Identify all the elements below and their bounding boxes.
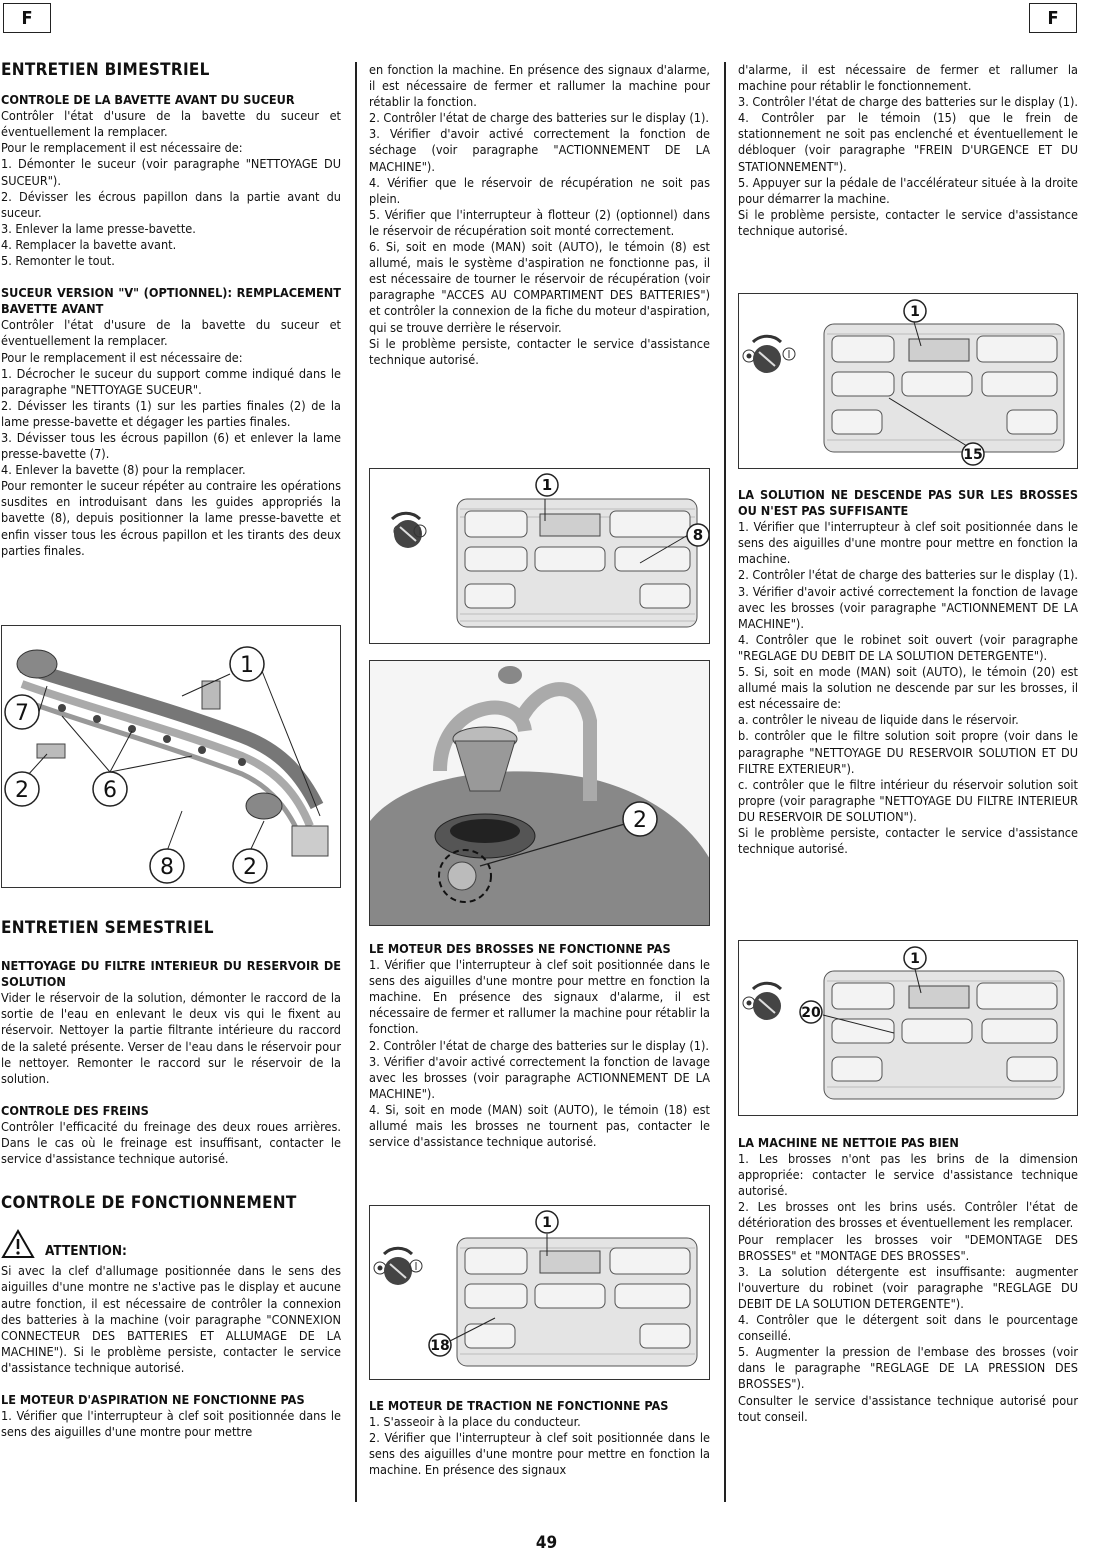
paragraph: Pour remplacer les brosses voir "DEMONTAGE DES BROSSES" et "MONTAGE DES BROSSES". [738, 1231, 1078, 1263]
paragraph: Vider le réservoir de la solution, démonter le raccord de la sortie de l'eau en enlevant le deux vis qui le fixent au réservoir. Nettoyer la partie filtrante intérieure du raccord de la saleté présente. Verser de l'eau dans le réservoir pour le nettoyer. Remonter le raccord sur le réservoir de la solution. [1, 990, 341, 1086]
paragraph: Pour remonter le suceur répéter au contraire les opérations susdites en introduisant dans les guides appropriés la bavette (8), depuis positionner la lame presse-bavette et enfin visser tous les écrous papillon et les tirants des deux parties finales. [1, 478, 341, 558]
callout-label: 8 [692, 526, 704, 544]
squeegee-figure [1, 625, 341, 888]
paragraph: Si le problème persiste, contacter le service d'assistance technique autorisé. [738, 206, 1078, 238]
section-heading: ENTRETIEN BIMESTRIEL [1, 60, 210, 80]
column-3 [738, 62, 1078, 239]
key-switch-icon [743, 336, 795, 373]
column-1-lower [1, 920, 341, 1440]
paragraph: Consulter le service d'assistance technique autorisé pour tout conseil. [738, 1392, 1078, 1424]
attention-label: ATTENTION: [45, 1243, 127, 1260]
column-1 [1, 62, 341, 559]
paragraph: Contrôler l'état d'usure de la bavette du suceur et éventuellement la remplacer. [1, 108, 341, 140]
column-3-middle [738, 487, 1078, 857]
column-2 [369, 62, 710, 368]
list-item: 3. La solution détergente est insuffisante: augmenter l'ouverture du robinet (voir paragraphe "REGLAGE DU DEBIT DE LA SOLUTION DETERGENTE"). [738, 1263, 1078, 1311]
subsection-title: NETTOYAGE DU FILTRE INTERIEUR DU RESERVOIR DE SOLUTION [1, 958, 341, 990]
list-item: 1. Vérifier que l'interrupteur à clef soit positionnée dans le sens des aiguilles d'une montre pour mettre en fonction la machine. [738, 519, 1078, 567]
list-item: 2. Les brosses ont les brins usés. Contrôler l'état de détérioration des brosses et éventuellement les remplacer. [738, 1199, 1078, 1231]
callout-label: 1 [542, 1215, 552, 1231]
list-item: 1. Vérifier que l'interrupteur à clef soit positionnée dans le sens des aiguilles d'une montre pour mettre [1, 1408, 341, 1440]
list-item: 5. Augmenter la pression de l'embase des brosses (voir dans le paragraphe "REGLAGE DE LA PRESSION DES BROSSES"). [738, 1344, 1078, 1392]
list-item: 1. Les brosses n'ont pas les brins de la dimension appropriée: contacter le service d'assistance technique autorisé. [738, 1151, 1078, 1199]
paragraph: Pour le remplacement il est nécessaire de: [1, 140, 243, 156]
list-item: 1. Vérifier que l'interrupteur à clef soit positionnée dans le sens des aiguilles d'une montre pour mettre en fonction la machine. En présence des signaux d'alarme, il est nécessaire de fermer et rallumer la machine pour rétablir la fonction. [369, 957, 710, 1037]
list-item: 2. Dévisser les tirants (1) sur les parties finales (2) de la lame presse-bavette et dégager les parties finales. [1, 397, 341, 429]
subsection-title: CONTROLE DE LA BAVETTE AVANT DU SUCEUR [1, 92, 295, 108]
list-item: a. contrôler le niveau de liquide dans le réservoir. [738, 712, 1019, 728]
list-item: 4. Remplacer la bavette avant. [1, 236, 177, 252]
callout-label: 20 [801, 1005, 821, 1021]
page-number: 49 [535, 1533, 558, 1553]
control-panel-figure [369, 1205, 710, 1380]
list-item: 4. Enlever la bavette (8) pour la remplacer. [1, 462, 246, 478]
key-switch-icon [392, 513, 426, 548]
list-item: 2. Contrôler l'état de charge des batteries sur le display (1). [738, 567, 1078, 583]
list-item: 2. Vérifier que l'interrupteur à clef soit positionnée dans le sens des aiguilles d'une montre pour mettre en fonction la machine. En présence des signaux [369, 1430, 710, 1478]
page-tag-right: F [1029, 3, 1077, 33]
list-item: 3. Vérifier d'avoir activé correctement la fonction de lavage avec les brosses (voir paragraphe ACTIONNEMENT DE LA MACHINE"). [369, 1053, 710, 1101]
list-item: 1. Décrocher le suceur du support comme indiqué dans le paragraphe "NETTOYAGE SUCEUR". [1, 365, 341, 397]
callout-label: 8 [160, 855, 174, 880]
paragraph: en fonction la machine. En présence des signaux d'alarme, il est nécessaire de fermer et rallumer la machine pour rétablir la fonction. [369, 62, 710, 110]
list-item: 3. Vérifier d'avoir activé correctement la fonction de séchage (voir paragraphe "ACTIONNEMENT DE LA MACHINE"). [369, 126, 710, 174]
list-item: 4. Contrôler que le robinet soit ouvert (voir paragraphe "REGLAGE DU DEBIT DE LA SOLUTION DETERGENTE"). [738, 631, 1078, 663]
callout-label: 15 [963, 447, 983, 463]
column-2-bottom [369, 1398, 710, 1478]
subsection-title: LA SOLUTION NE DESCENDE PAS SUR LES BROSSES OU N'EST PAS SUFFISANTE [738, 487, 1078, 519]
key-switch-icon [374, 1248, 422, 1285]
float-switch-figure [369, 660, 710, 926]
list-item: 3. Vérifier d'avoir activé correctement la fonction de lavage avec les brosses (voir paragraphe "ACTIONNEMENT DE LA MACHINE"). [738, 583, 1078, 631]
subsection-title: CONTROLE DES FREINS [1, 1102, 149, 1118]
paragraph: Pour le remplacement il est nécessaire de: [1, 349, 243, 365]
list-item: 2. Contrôler l'état de charge des batteries sur le display (1). [369, 110, 709, 126]
section-heading: ENTRETIEN SEMESTRIEL [1, 918, 214, 938]
column-3-bottom [738, 1135, 1078, 1425]
paragraph: Contrôler l'efficacité du freinage des deux roues arrières. Dans le cas où le freinage est insuffisant, contacter le service d'assistance technique autorisé. [1, 1118, 341, 1167]
paragraph: Contrôler l'état d'usure de la bavette du suceur et éventuellement la remplacer. [1, 317, 341, 349]
list-item: 4. Contrôler par le témoin (15) que le frein de stationnement ne soit pas enclenché et éventuellement le débloquer (voir paragraphe "FREIN D'URGENCE ET DU STATIONNEMENT"). [738, 110, 1078, 174]
subsection-title: LA MACHINE NE NETTOIE PAS BIEN [738, 1135, 959, 1150]
callout-label: 7 [15, 701, 29, 726]
column-divider [724, 62, 726, 1502]
callout-label: 2 [243, 855, 257, 880]
warning-triangle-icon [1, 1229, 35, 1259]
attention-block [1, 1229, 341, 1259]
callout-label: 2 [15, 778, 29, 803]
subsection-title: LE MOTEUR DE TRACTION NE FONCTIONNE PAS [369, 1398, 669, 1413]
column-divider [355, 62, 357, 1502]
list-item: b. contrôler que le filtre solution soit propre (voir dans le paragraphe "NETTOYAGE DU RESERVOIR SOLUTION ET DU FILTRE EXTERIEUR"). [738, 728, 1078, 776]
callout-label: 1 [541, 476, 553, 494]
list-item: 3. Enlever la lame presse-bavette. [1, 220, 196, 236]
callout-label: 1 [910, 304, 920, 320]
list-item: 2. Dévisser les écrous papillon dans la partie avant du suceur. [1, 188, 341, 220]
subsection-title: LE MOTEUR D'ASPIRATION NE FONCTIONNE PAS [1, 1391, 305, 1407]
callout-label: 6 [103, 778, 117, 803]
section-heading: CONTROLE DE FONCTIONNEMENT [1, 1193, 297, 1214]
paragraph: d'alarme, il est nécessaire de fermer et rallumer la machine pour rétablir le fonctionnement. [738, 62, 1078, 94]
list-item: c. contrôler que le filtre intérieur du réservoir solution soit propre (voir paragraphe "NETTOYAGE DU FILTRE INTERIEUR DU RESERVOIR DE SOLUTION"). [738, 776, 1078, 824]
callout-label: 2 [633, 808, 647, 833]
list-item: 5. Si, soit en mode (MAN) soit (AUTO), le témoin (20) est allumé mais la solution ne descende par sur les brosses, il est nécessaire de: [738, 664, 1078, 712]
control-panel-figure [738, 940, 1078, 1116]
paragraph: Si le problème persiste, contacter le service d'assistance technique autorisé. [738, 824, 1078, 857]
list-item: 4. Vérifier que le réservoir de récupération ne soit pas plein. [369, 174, 710, 206]
subsection-title: LE MOTEUR DES BROSSES NE FONCTIONNE PAS [369, 941, 671, 956]
list-item: 3. Dévisser tous les écrous papillon (6) et enlever la lame presse-bavette (7). [1, 429, 341, 462]
list-item: 6. Si, soit en mode (MAN) soit (AUTO), le témoin (8) est allumé, mais le système d'aspiration ne fonctionne pas, il est nécessaire de tourner le réservoir de récupération (voir paragraphe "ACCES AU COMPARTIMENT DES BATTERIES") et contrôler la connexion de la fiche du moteur d'aspiration, qui se trouve derrière le réservoir. [369, 239, 710, 335]
list-item: 4. Si, soit en mode (MAN) soit (AUTO), le témoin (18) est allumé mais les brosses ne tournent pas, contacter le service d'assistance technique autorisé. [369, 1101, 710, 1150]
paragraph: Si le problème persiste, contacter le service d'assistance technique autorisé. [369, 335, 710, 367]
callout-label: 1 [910, 951, 920, 967]
list-item: 5. Remonter le tout. [1, 253, 115, 269]
list-item: 5. Vérifier que l'interrupteur à flotteur (2) (optionnel) dans le réservoir de récupération soit monté correctement. [369, 206, 710, 238]
callout-label: 18 [430, 1338, 450, 1354]
control-panel-figure [369, 468, 710, 644]
control-panel-figure [738, 293, 1078, 469]
list-item: 2. Contrôler l'état de charge des batteries sur le display (1). [369, 1037, 709, 1053]
key-switch-icon [743, 983, 781, 1020]
list-item: 1. Démonter le suceur (voir paragraphe "NETTOYAGE DU SUCEUR"). [1, 156, 341, 188]
subsection-title: SUCEUR VERSION "V" (OPTIONNEL): REMPLACEMENT BAVETTE AVANT [1, 285, 341, 317]
list-item: 1. S'asseoir à la place du conducteur. [369, 1414, 581, 1430]
paragraph: Si avec la clef d'allumage positionnée dans le sens des aiguilles d'une montre ne s'active pas le display et aucune autre fonction, il est nécessaire de contrôler la connexion des batteries à la machine (voir paragraphe "CONNEXION CONNECTEUR DES BATTERIES ET ALLUMAGE DE LA MACHINE"). Si le problème persiste, contacter le service d'assistance technique autorisé. [1, 1263, 341, 1375]
page-tag-left: F [3, 3, 51, 33]
list-item: 5. Appuyer sur la pédale de l'accélérateur située à la droite pour démarrer la machine. [738, 174, 1078, 206]
list-item: 4. Contrôler que le détergent soit dans le pourcentage conseillé. [738, 1312, 1078, 1344]
callout-label: 1 [240, 653, 254, 678]
list-item: 3. Contrôler l'état de charge des batteries sur le display (1). [738, 94, 1078, 110]
column-2-middle [369, 941, 710, 1150]
